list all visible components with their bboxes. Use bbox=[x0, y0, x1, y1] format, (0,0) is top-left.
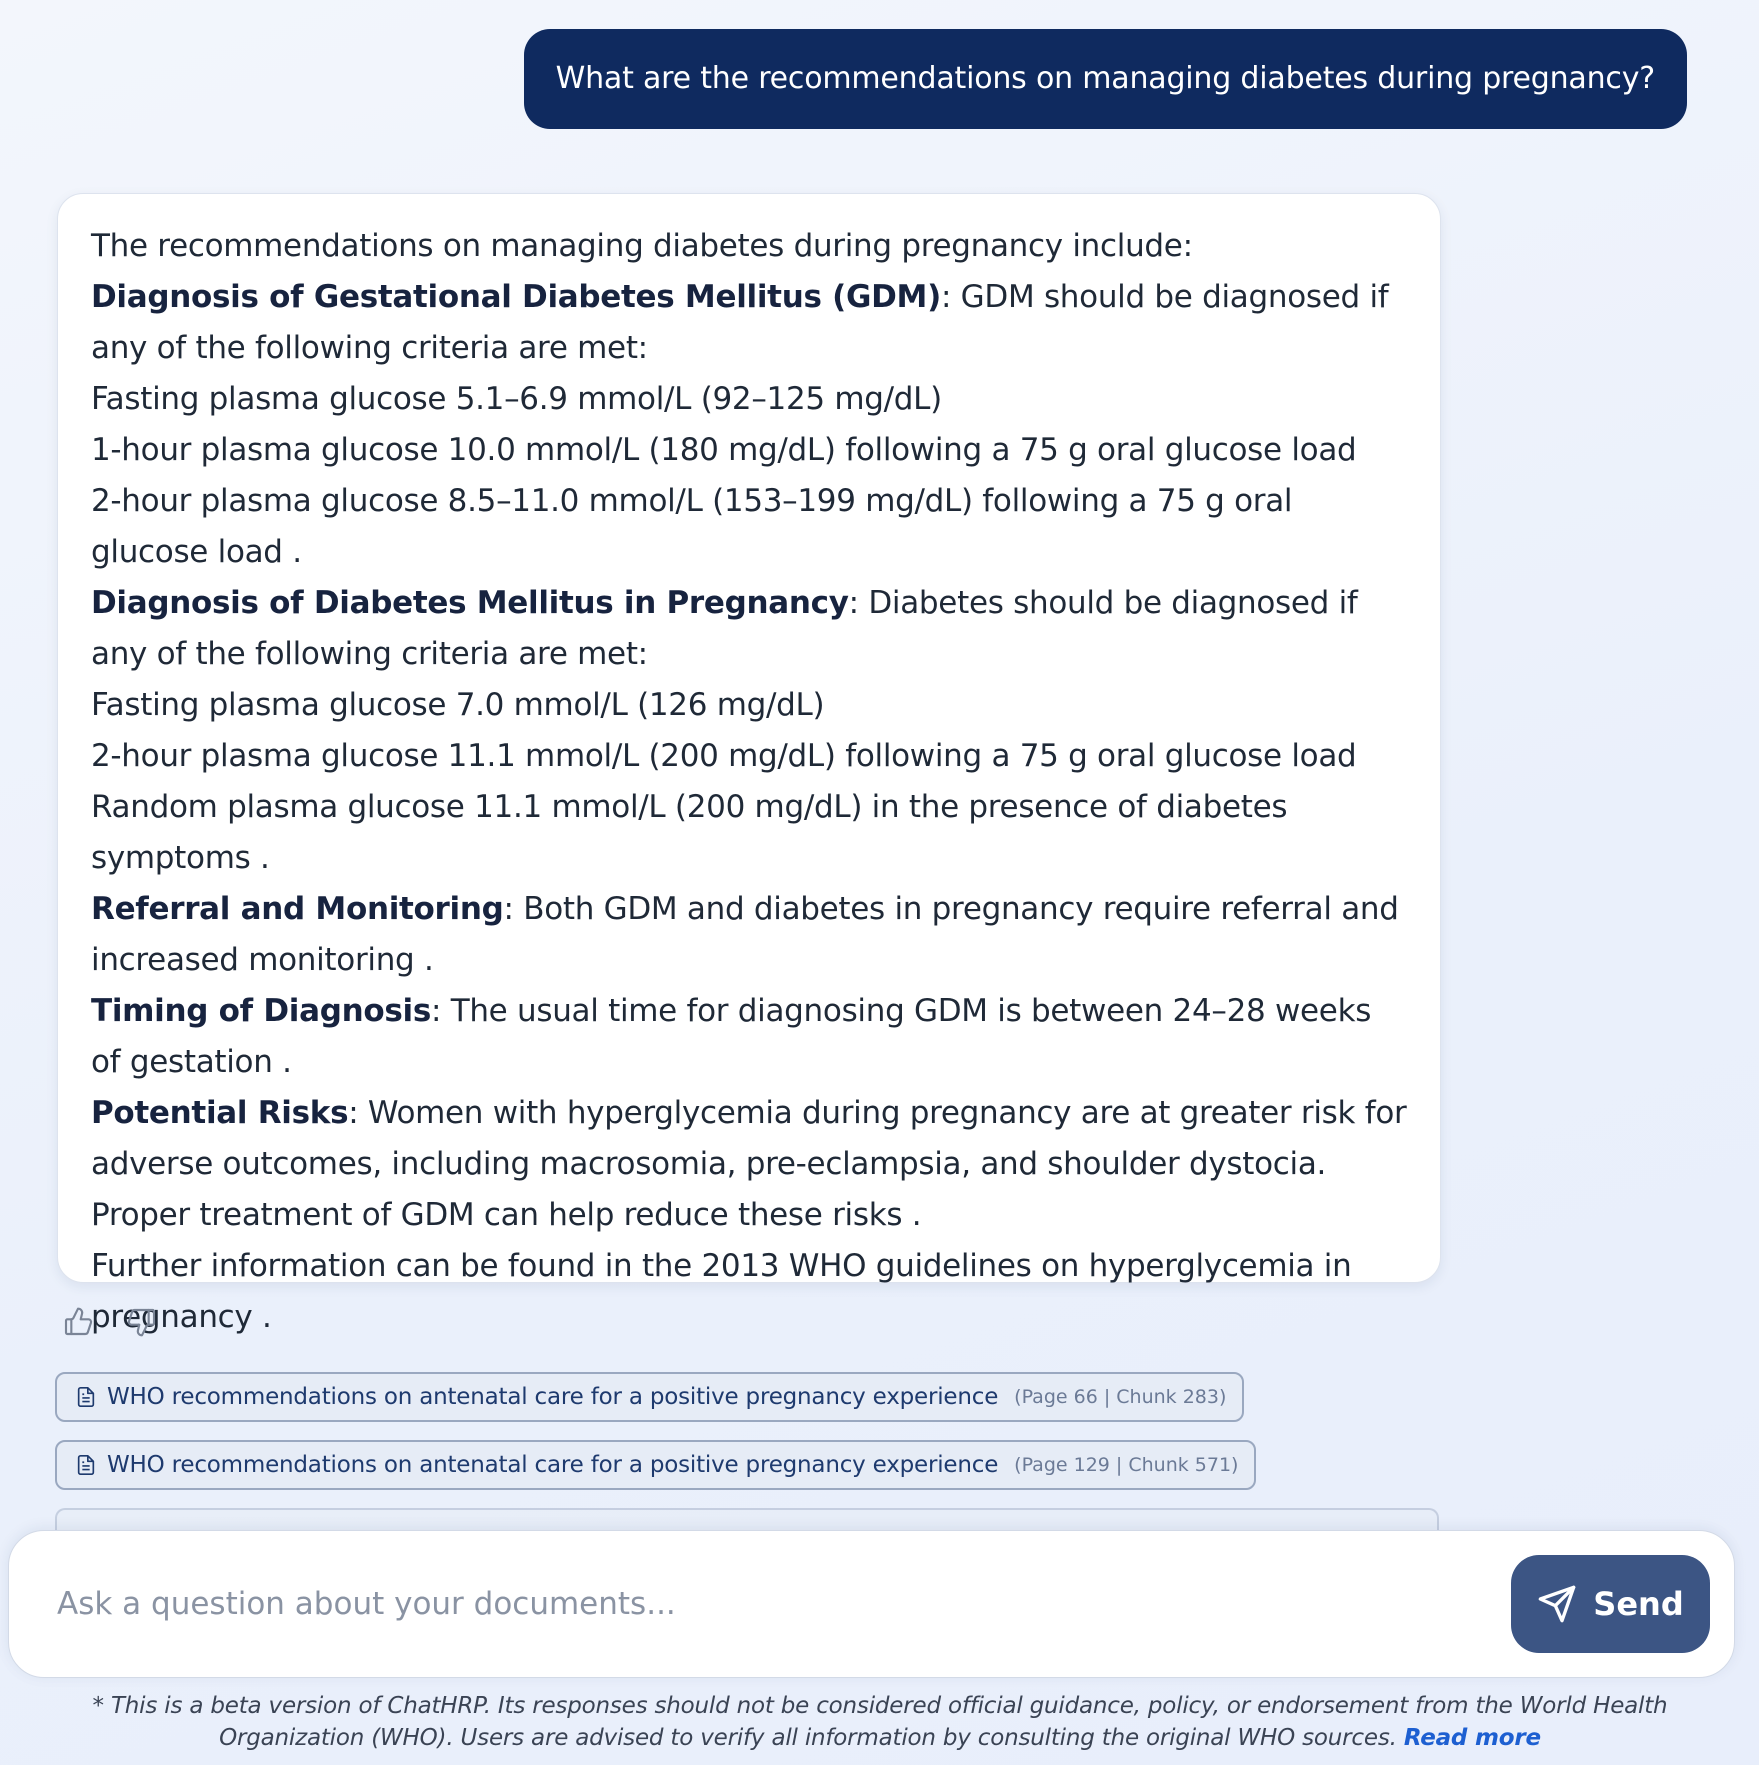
dm-heading: Diagnosis of Diabetes Mellitus in Pregnancy bbox=[91, 585, 849, 621]
thumbs-down-button[interactable] bbox=[126, 1305, 158, 1339]
send-icon bbox=[1537, 1584, 1577, 1624]
referral-text: : Both GDM and diabetes in pregnancy require referral and increased monitoring . bbox=[91, 891, 1399, 978]
source-row bbox=[55, 1372, 1439, 1440]
gdm-heading: Diagnosis of Gestational Diabetes Mellitus (GDM) bbox=[91, 279, 941, 315]
send-label: Send bbox=[1593, 1585, 1684, 1623]
feedback-bar bbox=[62, 1305, 158, 1339]
source-title: WHO recommendations on antenatal care for a positive pregnancy experience bbox=[107, 1384, 999, 1410]
answer-referral-section bbox=[91, 884, 1407, 986]
question-input[interactable] bbox=[57, 1574, 1511, 1634]
source-chip[interactable] bbox=[55, 1372, 1244, 1422]
source-chip[interactable] bbox=[55, 1440, 1256, 1490]
answer-timing-section bbox=[91, 986, 1407, 1088]
thumbs-up-button[interactable] bbox=[62, 1305, 94, 1339]
gdm-text: : GDM should be diagnosed if any of the following criteria are met: bbox=[91, 279, 1389, 366]
send-button[interactable] bbox=[1511, 1555, 1710, 1653]
dm-text: : Diabetes should be diagnosed if any of the following criteria are met: bbox=[91, 585, 1358, 672]
dm-criterion: 2-hour plasma glucose 11.1 mmol/L (200 mg/dL) following a 75 g oral glucose load bbox=[91, 738, 1357, 774]
timing-text: : The usual time for diagnosing GDM is between 24–28 weeks of gestation . bbox=[91, 993, 1372, 1080]
source-meta: (Page 129 | Chunk 571) bbox=[1014, 1454, 1239, 1476]
dm-criterion: Fasting plasma glucose 7.0 mmol/L (126 mg/dL) bbox=[91, 687, 825, 723]
thumbs-down-icon bbox=[126, 1306, 158, 1338]
dm-criterion: Random plasma glucose 11.1 mmol/L (200 mg/dL) in the presence of diabetes symptoms . bbox=[91, 789, 1288, 876]
assistant-answer-card bbox=[57, 193, 1441, 1335]
answer-gdm-section bbox=[91, 272, 1407, 374]
source-meta: (Page 66 | Chunk 283) bbox=[1014, 1386, 1227, 1408]
answer-risks-section bbox=[91, 1088, 1407, 1241]
document-icon bbox=[75, 1453, 97, 1477]
gdm-criterion: Fasting plasma glucose 5.1–6.9 mmol/L (92–125 mg/dL) bbox=[91, 381, 942, 417]
timing-heading: Timing of Diagnosis bbox=[91, 993, 431, 1029]
user-message-bubble: What are the recommendations on managing diabetes during pregnancy? bbox=[524, 29, 1687, 129]
disclaimer bbox=[70, 1690, 1690, 1754]
answer-intro: The recommendations on managing diabetes during pregnancy include: bbox=[91, 228, 1193, 264]
risks-text: : Women with hyperglycemia during pregnancy are at greater risk for adverse outcomes, including macrosomia, pre-eclampsia, and shoulder dystocia. Proper treatment of GDM can help reduce these risks . bbox=[91, 1095, 1407, 1233]
read-more-link[interactable]: Read more bbox=[1403, 1725, 1541, 1751]
gdm-criterion: 1-hour plasma glucose 10.0 mmol/L (180 mg/dL) following a 75 g oral glucose load bbox=[91, 432, 1357, 468]
document-icon bbox=[75, 1385, 97, 1409]
sources-list bbox=[55, 1372, 1439, 1542]
answer-further-info: Further information can be found in the 2013 WHO guidelines on hyperglycemia in pregnancy . bbox=[91, 1248, 1352, 1335]
thumbs-up-icon bbox=[62, 1306, 94, 1338]
referral-heading: Referral and Monitoring bbox=[91, 891, 504, 927]
answer-dm-section bbox=[91, 578, 1407, 680]
source-row bbox=[55, 1440, 1439, 1508]
source-title: WHO recommendations on antenatal care for a positive pregnancy experience bbox=[107, 1452, 999, 1478]
chat-input-bar bbox=[8, 1530, 1735, 1678]
gdm-criterion: 2-hour plasma glucose 8.5–11.0 mmol/L (153–199 mg/dL) following a 75 g oral glucose load . bbox=[91, 483, 1293, 570]
disclaimer-text: * This is a beta version of ChatHRP. Its responses should not be considered official guidance, policy, or endorsement from the World Health Organization (WHO). Users are advised to verify all information by consulting the original WHO sources. bbox=[92, 1693, 1668, 1751]
risks-heading: Potential Risks bbox=[91, 1095, 349, 1131]
user-message-row bbox=[524, 29, 1687, 129]
